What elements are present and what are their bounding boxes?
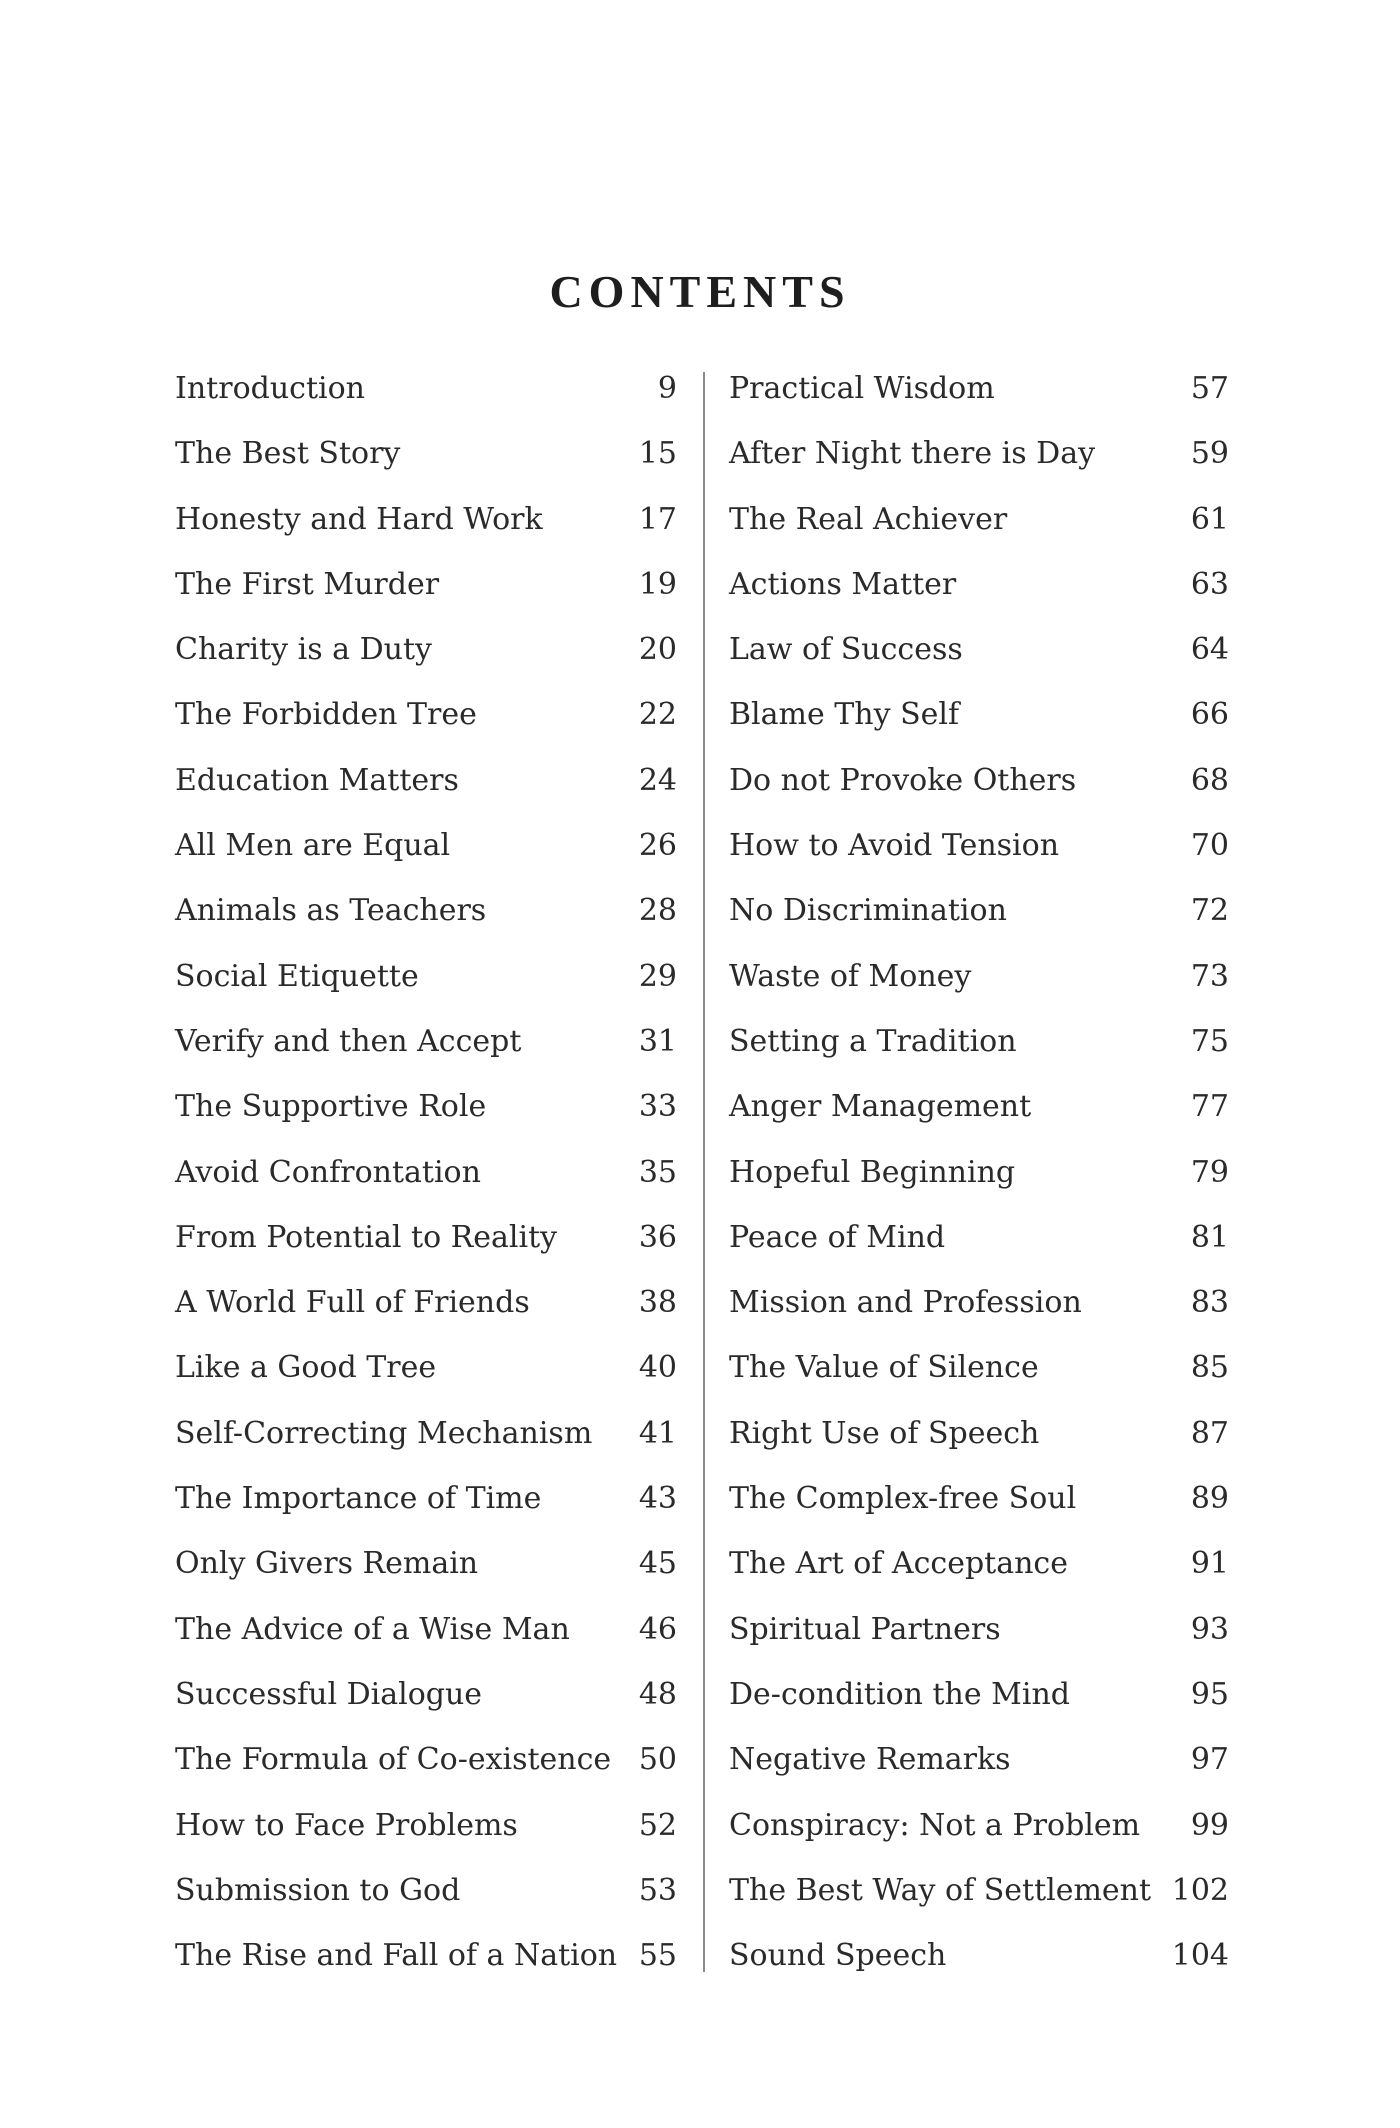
toc-entry-page-number: 45 (638, 1546, 677, 1582)
toc-entry-page-number: 53 (638, 1872, 677, 1908)
toc-entry[interactable] (175, 1276, 677, 1341)
toc-entry-page-number: 38 (638, 1285, 677, 1321)
toc-entry[interactable] (729, 754, 1229, 819)
toc-entry-title: Conspiracy: Not a Problem (729, 1807, 1141, 1843)
toc-entry[interactable] (175, 427, 677, 492)
toc-entry[interactable] (729, 558, 1229, 623)
toc-entry-title: Law of Success (729, 632, 963, 668)
toc-entry-title: Social Etiquette (175, 958, 419, 994)
toc-entry-page-number: 102 (1171, 1872, 1229, 1908)
toc-entry[interactable] (729, 1668, 1229, 1733)
toc-entry-title: Charity is a Duty (175, 632, 432, 668)
toc-entry-page-number: 9 (657, 371, 677, 406)
toc-entry-page-number: 81 (1190, 1219, 1229, 1255)
toc-entry[interactable] (175, 1668, 677, 1733)
toc-entry-title: Right Use of Speech (729, 1415, 1040, 1451)
toc-entry[interactable] (175, 884, 677, 949)
toc-entry[interactable] (729, 1341, 1229, 1406)
toc-entry-page-number: 28 (638, 893, 677, 929)
toc-entry[interactable] (729, 1929, 1229, 1994)
toc-entry-title: Like a Good Tree (175, 1350, 437, 1386)
toc-entry-title: Successful Dialogue (175, 1676, 483, 1712)
toc-entry-page-number: 97 (1190, 1742, 1229, 1778)
toc-entry[interactable] (175, 1341, 677, 1406)
toc-entry-title: Sound Speech (729, 1938, 947, 1974)
page-title: CONTENTS (549, 265, 851, 317)
toc-entry-page-number: 68 (1190, 762, 1229, 798)
toc-entry[interactable] (729, 1864, 1229, 1929)
toc-entry[interactable] (729, 950, 1229, 1015)
toc-entry-title: All Men are Equal (175, 828, 451, 864)
toc-entry[interactable] (175, 1603, 677, 1668)
toc-entry[interactable] (729, 1276, 1229, 1341)
toc-entry[interactable] (175, 1537, 677, 1602)
toc-entry[interactable] (729, 1407, 1229, 1472)
toc-entry-title: Hopeful Beginning (729, 1154, 1016, 1190)
toc-entry[interactable] (175, 1407, 677, 1472)
toc-entry-title: From Potential to Reality (175, 1219, 558, 1255)
toc-entry-title: The Best Story (175, 436, 401, 472)
toc-entry-page-number: 26 (638, 828, 677, 864)
toc-entry-page-number: 93 (1190, 1611, 1229, 1647)
toc-entry[interactable] (175, 819, 677, 884)
toc-entry-page-number: 48 (638, 1676, 677, 1712)
toc-entry-page-number: 99 (1190, 1807, 1229, 1843)
toc-entry-title: Spiritual Partners (729, 1611, 1001, 1647)
toc-entry-page-number: 22 (638, 697, 677, 733)
column-divider (703, 372, 705, 1972)
toc-entry-title: The Importance of Time (175, 1481, 542, 1517)
toc-entry-title: The Real Achiever (729, 501, 1008, 537)
toc-entry-page-number: 91 (1190, 1546, 1229, 1582)
toc-entry-title: Setting a Tradition (729, 1023, 1017, 1059)
toc-left-column (175, 362, 677, 1994)
toc-entry-title: Anger Management (729, 1089, 1032, 1125)
toc-entry-page-number: 70 (1190, 828, 1229, 864)
toc-entry-title: Self-Correcting Mechanism (175, 1415, 593, 1451)
toc-entry-title: The Art of Acceptance (729, 1546, 1068, 1582)
toc-entry-page-number: 63 (1190, 566, 1229, 602)
toc-entry[interactable] (175, 1929, 677, 1994)
toc-entry-title: Waste of Money (729, 958, 972, 994)
toc-entry[interactable] (175, 754, 677, 819)
toc-entry-title: The Value of Silence (729, 1350, 1039, 1386)
toc-entry-page-number: 89 (1190, 1481, 1229, 1517)
toc-entry-page-number: 57 (1190, 371, 1229, 406)
toc-entry-page-number: 29 (638, 958, 677, 994)
toc-entry-page-number: 31 (638, 1023, 677, 1059)
toc-entry-title: Only Givers Remain (175, 1546, 479, 1582)
toc-entry-title: Do not Provoke Others (729, 762, 1077, 798)
toc-entry[interactable] (175, 623, 677, 688)
toc-entry-page-number: 87 (1190, 1415, 1229, 1451)
toc-entry-title: Education Matters (175, 762, 459, 798)
toc-entry-title: Actions Matter (729, 566, 957, 602)
toc-entry[interactable] (175, 1799, 677, 1864)
toc-entry-page-number: 59 (1190, 436, 1229, 472)
toc-entry[interactable] (175, 362, 677, 427)
toc-entry[interactable] (729, 1603, 1229, 1668)
toc-entry[interactable] (175, 1733, 677, 1798)
toc-entry-title: The Forbidden Tree (175, 697, 477, 733)
toc-entry-title: Practical Wisdom (729, 371, 995, 406)
toc-entry-title: The Formula of Co-existence (175, 1742, 612, 1778)
toc-entry-page-number: 85 (1190, 1350, 1229, 1386)
toc-entry[interactable] (729, 362, 1229, 427)
toc-entry[interactable] (729, 1537, 1229, 1602)
toc-entry-title: Honesty and Hard Work (175, 501, 543, 537)
toc-entry-page-number: 36 (638, 1219, 677, 1255)
toc-entry-page-number: 43 (638, 1481, 677, 1517)
toc-entry[interactable] (175, 1472, 677, 1537)
toc-entry[interactable] (729, 1211, 1229, 1276)
toc-entry-title: Avoid Confrontation (175, 1154, 481, 1190)
toc-entry-title: De-condition the Mind (729, 1676, 1071, 1712)
toc-entry[interactable] (729, 427, 1229, 492)
toc-entry-title: The First Murder (175, 566, 440, 602)
toc-entry-title: Peace of Mind (729, 1219, 946, 1255)
toc-entry-title: Mission and Profession (729, 1285, 1082, 1321)
toc-entry-page-number: 46 (638, 1611, 677, 1647)
toc-entry-title: The Complex-free Soul (729, 1481, 1077, 1517)
toc-entry[interactable] (175, 1211, 677, 1276)
toc-entry[interactable] (729, 1733, 1229, 1798)
toc-entry-page-number: 19 (638, 566, 677, 602)
toc-entry-page-number: 17 (638, 501, 677, 537)
toc-entry-page-number: 55 (638, 1938, 677, 1974)
toc-entry-title: The Rise and Fall of a Nation (175, 1938, 618, 1974)
toc-entry[interactable] (729, 623, 1229, 688)
toc-entry-title: Introduction (175, 371, 365, 406)
toc-entry-title: The Best Way of Settlement (729, 1872, 1152, 1908)
toc-entry[interactable] (175, 1864, 677, 1929)
toc-entry[interactable] (175, 1015, 677, 1080)
toc-entry[interactable] (175, 688, 677, 753)
toc-entry[interactable] (175, 493, 677, 558)
toc-entry-page-number: 104 (1171, 1938, 1229, 1974)
toc-entry-page-number: 61 (1190, 501, 1229, 537)
toc-entry-title: Animals as Teachers (175, 893, 487, 929)
toc-entry-title: After Night there is Day (729, 436, 1096, 472)
toc-entry-title: How to Avoid Tension (729, 828, 1060, 864)
toc-entry[interactable] (175, 558, 677, 623)
toc-entry[interactable] (729, 819, 1229, 884)
toc-entry-page-number: 40 (638, 1350, 677, 1386)
toc-entry-title: The Advice of a Wise Man (175, 1611, 570, 1647)
toc-entry-title: Negative Remarks (729, 1742, 1011, 1778)
toc-entry-page-number: 72 (1190, 893, 1229, 929)
toc-entry-title: Submission to God (175, 1872, 461, 1908)
toc-entry-page-number: 64 (1190, 632, 1229, 668)
toc-entry-title: Verify and then Accept (175, 1023, 522, 1059)
toc-right-column (729, 362, 1229, 1994)
toc-entry[interactable] (729, 1799, 1229, 1864)
toc-entry-page-number: 33 (638, 1089, 677, 1125)
toc-entry[interactable] (175, 1146, 677, 1211)
toc-entry[interactable] (729, 884, 1229, 949)
toc-entry[interactable] (729, 1472, 1229, 1537)
toc-entry-page-number: 52 (638, 1807, 677, 1843)
toc-entry-page-number: 20 (638, 632, 677, 668)
toc-entry[interactable] (729, 688, 1229, 753)
toc-entry[interactable] (175, 1080, 677, 1145)
toc-entry-page-number: 50 (638, 1742, 677, 1778)
toc-entry-page-number: 83 (1190, 1285, 1229, 1321)
toc-entry-page-number: 75 (1190, 1023, 1229, 1059)
toc-entry-page-number: 35 (638, 1154, 677, 1190)
toc-entry[interactable] (729, 1146, 1229, 1211)
toc-entry-page-number: 73 (1190, 958, 1229, 994)
toc-entry[interactable] (729, 1080, 1229, 1145)
toc-entry-page-number: 66 (1190, 697, 1229, 733)
toc-entry-title: A World Full of Friends (175, 1285, 530, 1321)
toc-entry-title: The Supportive Role (175, 1089, 487, 1125)
toc-entry-page-number: 79 (1190, 1154, 1229, 1190)
toc-entry[interactable] (729, 493, 1229, 558)
toc-entry-page-number: 77 (1190, 1089, 1229, 1125)
toc-entry[interactable] (175, 950, 677, 1015)
toc-entry-title: No Discrimination (729, 893, 1007, 929)
toc-entry-page-number: 41 (638, 1415, 677, 1451)
toc-entry[interactable] (729, 1015, 1229, 1080)
toc-entry-title: Blame Thy Self (729, 697, 960, 733)
toc-entry-page-number: 24 (638, 762, 677, 798)
toc-entry-title: How to Face Problems (175, 1807, 518, 1843)
toc-entry-page-number: 95 (1190, 1676, 1229, 1712)
toc-entry-page-number: 15 (638, 436, 677, 472)
